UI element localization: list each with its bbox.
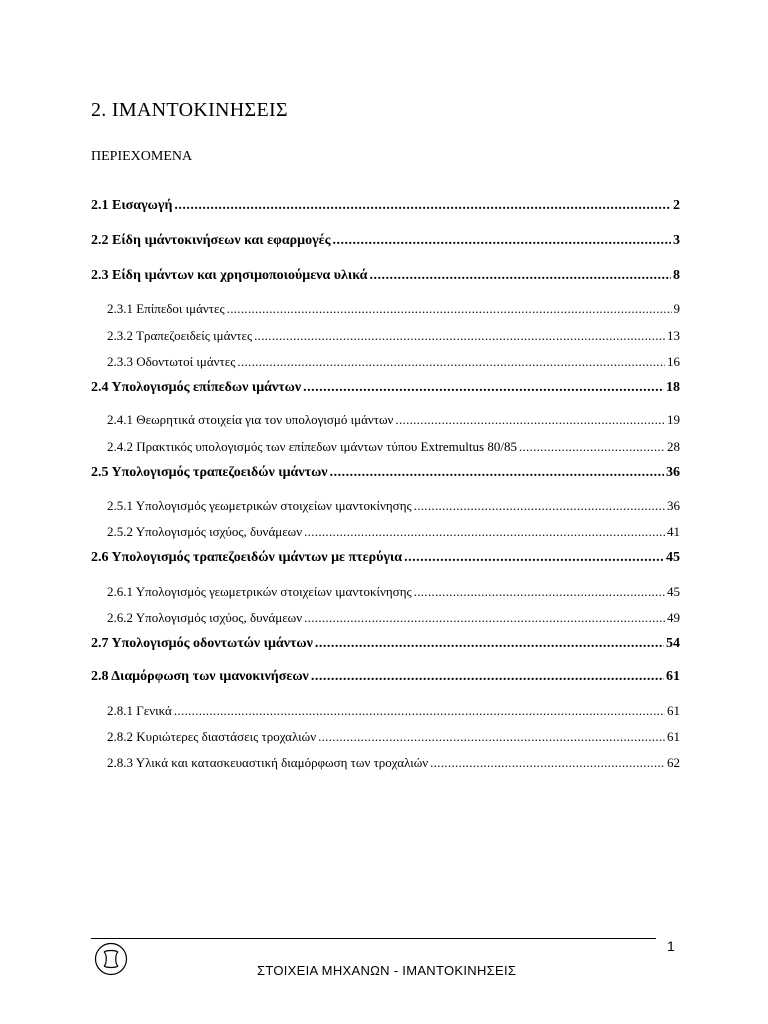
toc-entry-page-number: 2 xyxy=(673,198,680,213)
toc-subsection-entry[interactable] xyxy=(107,411,680,429)
toc-dot-leader xyxy=(315,635,664,653)
toc-section-entry[interactable] xyxy=(91,464,680,482)
toc-entry-page-number: 13 xyxy=(667,328,680,343)
toc-dot-leader xyxy=(414,583,665,601)
toc-entry-label: 2.4.1 Θεωρητικά στοιχεία για τον υπολογισμό ιμάντων xyxy=(107,412,394,427)
footer-title: ΣΤΟΙΧΕΙΑ ΜΗΧΑΝΩΝ - ΙΜΑΝΤΟΚΙΝΗΣΕΙΣ xyxy=(257,963,517,978)
toc-dot-leader xyxy=(330,464,664,482)
toc-entry-page-number: 9 xyxy=(673,301,680,316)
toc-entry-label: 2.5.1 Υπολογισμός γεωμετρικών στοιχείων ιμαντοκίνησης xyxy=(107,498,412,513)
toc-dot-leader xyxy=(519,438,665,456)
toc-entry-label: 2.6.1 Υπολογισμός γεωμετρικών στοιχείων ιμαντοκίνησης xyxy=(107,584,412,599)
toc-entry-label: 2.4.2 Πρακτικός υπολογισμός των επίπεδων ιμάντων τύπου Extremultus 80/85 xyxy=(107,439,517,454)
toc-entry-page-number: 19 xyxy=(667,412,680,427)
toc-dot-leader xyxy=(311,668,664,686)
toc-dot-leader xyxy=(369,267,671,285)
toc-section-entry[interactable] xyxy=(91,267,680,285)
toc-dot-leader xyxy=(333,232,671,250)
toc-subsection-entry[interactable] xyxy=(107,438,680,456)
toc-entry-label: 2.8 Διαμόρφωση των ιμανοκινήσεων xyxy=(91,669,309,684)
chapter-title: 2. ΙΜΑΝΤΟΚΙΝΗΣΕΙΣ xyxy=(91,99,288,122)
toc-entry-label: 2.3 Είδη ιμάντων και χρησιμοποιούμενα υλικά xyxy=(91,268,368,283)
toc-subsection-entry[interactable] xyxy=(107,353,680,371)
belt-drive-logo-icon xyxy=(94,942,128,976)
toc-dot-leader xyxy=(430,754,665,772)
toc-dot-leader xyxy=(174,702,665,720)
contents-heading: ΠΕΡΙΕΧΟΜΕΝΑ xyxy=(91,149,193,164)
toc-entry-page-number: 54 xyxy=(666,636,680,651)
toc-subsection-entry[interactable] xyxy=(107,327,680,345)
footer-divider xyxy=(91,938,656,939)
toc-entry-page-number: 62 xyxy=(667,755,680,770)
toc-entry-label: 2.1 Εισαγωγή xyxy=(91,198,173,213)
toc-section-entry[interactable] xyxy=(91,668,680,686)
toc-section-entry[interactable] xyxy=(91,197,680,215)
page-number: 1 xyxy=(667,938,675,954)
toc-dot-leader xyxy=(318,728,665,746)
toc-subsection-entry[interactable] xyxy=(107,702,680,720)
toc-subsection-entry[interactable] xyxy=(107,583,680,601)
toc-entry-label: 2.8.2 Κυριώτερες διαστάσεις τροχαλιών xyxy=(107,729,317,744)
toc-dot-leader xyxy=(254,327,665,345)
toc-dot-leader xyxy=(174,197,671,215)
toc-entry-label: 2.7 Υπολογισμός οδοντωτών ιμάντων xyxy=(91,636,313,651)
toc-entry-label: 2.8.1 Γενικά xyxy=(107,703,172,718)
toc-dot-leader xyxy=(237,353,665,371)
toc-entry-label: 2.5.2 Υπολογισμός ισχύος, δυνάμεων xyxy=(107,524,303,539)
toc-entry-page-number: 18 xyxy=(666,380,680,395)
toc-section-entry[interactable] xyxy=(91,379,680,397)
toc-dot-leader xyxy=(227,300,672,318)
toc-entry-page-number: 16 xyxy=(667,354,680,369)
toc-entry-page-number: 36 xyxy=(666,465,680,480)
toc-entry-label: 2.4 Υπολογισμός επίπεδων ιμάντων xyxy=(91,380,302,395)
toc-entry-label: 2.3.1 Επίπεδοι ιμάντες xyxy=(107,301,225,316)
toc-entry-label: 2.3.3 Οδοντωτοί ιμάντες xyxy=(107,354,236,369)
toc-dot-leader xyxy=(414,497,665,515)
toc-entry-page-number: 61 xyxy=(666,669,680,684)
toc-entry-label: 2.2 Είδη ιμάντοκινήσεων και εφαρμογές xyxy=(91,233,331,248)
toc-dot-leader xyxy=(304,523,665,541)
toc-subsection-entry[interactable] xyxy=(107,754,680,772)
toc-entry-page-number: 61 xyxy=(667,729,680,744)
toc-dot-leader xyxy=(404,549,664,567)
toc-dot-leader xyxy=(304,609,665,627)
toc-entry-page-number: 45 xyxy=(666,550,680,565)
toc-entry-label: 2.8.3 Υλικά και κατασκευαστική διαμόρφωση των τροχαλιών xyxy=(107,755,429,770)
toc-subsection-entry[interactable] xyxy=(107,728,680,746)
toc-entry-label: 2.5 Υπολογισμός τραπεζοειδών ιμάντων xyxy=(91,465,328,480)
toc-entry-label: 2.3.2 Τραπεζοειδείς ιμάντες xyxy=(107,328,253,343)
toc-dot-leader xyxy=(395,411,665,429)
toc-entry-page-number: 49 xyxy=(667,610,680,625)
toc-subsection-entry[interactable] xyxy=(107,609,680,627)
toc-entry-page-number: 3 xyxy=(673,233,680,248)
toc-section-entry[interactable] xyxy=(91,232,680,250)
toc-entry-page-number: 36 xyxy=(667,498,680,513)
toc-dot-leader xyxy=(303,379,664,397)
toc-entry-page-number: 41 xyxy=(667,524,680,539)
toc-subsection-entry[interactable] xyxy=(107,300,680,318)
toc-section-entry[interactable] xyxy=(91,635,680,653)
toc-entry-label: 2.6.2 Υπολογισμός ισχύος, δυνάμεων xyxy=(107,610,303,625)
toc-entry-page-number: 45 xyxy=(667,584,680,599)
toc-entry-page-number: 8 xyxy=(673,268,680,283)
toc-subsection-entry[interactable] xyxy=(107,497,680,515)
toc-entry-label: 2.6 Υπολογισμός τραπεζοειδών ιμάντων με πτερύγια xyxy=(91,550,403,565)
toc-entry-page-number: 61 xyxy=(667,703,680,718)
toc-subsection-entry[interactable] xyxy=(107,523,680,541)
toc-entry-page-number: 28 xyxy=(667,439,680,454)
toc-section-entry[interactable] xyxy=(91,549,680,567)
